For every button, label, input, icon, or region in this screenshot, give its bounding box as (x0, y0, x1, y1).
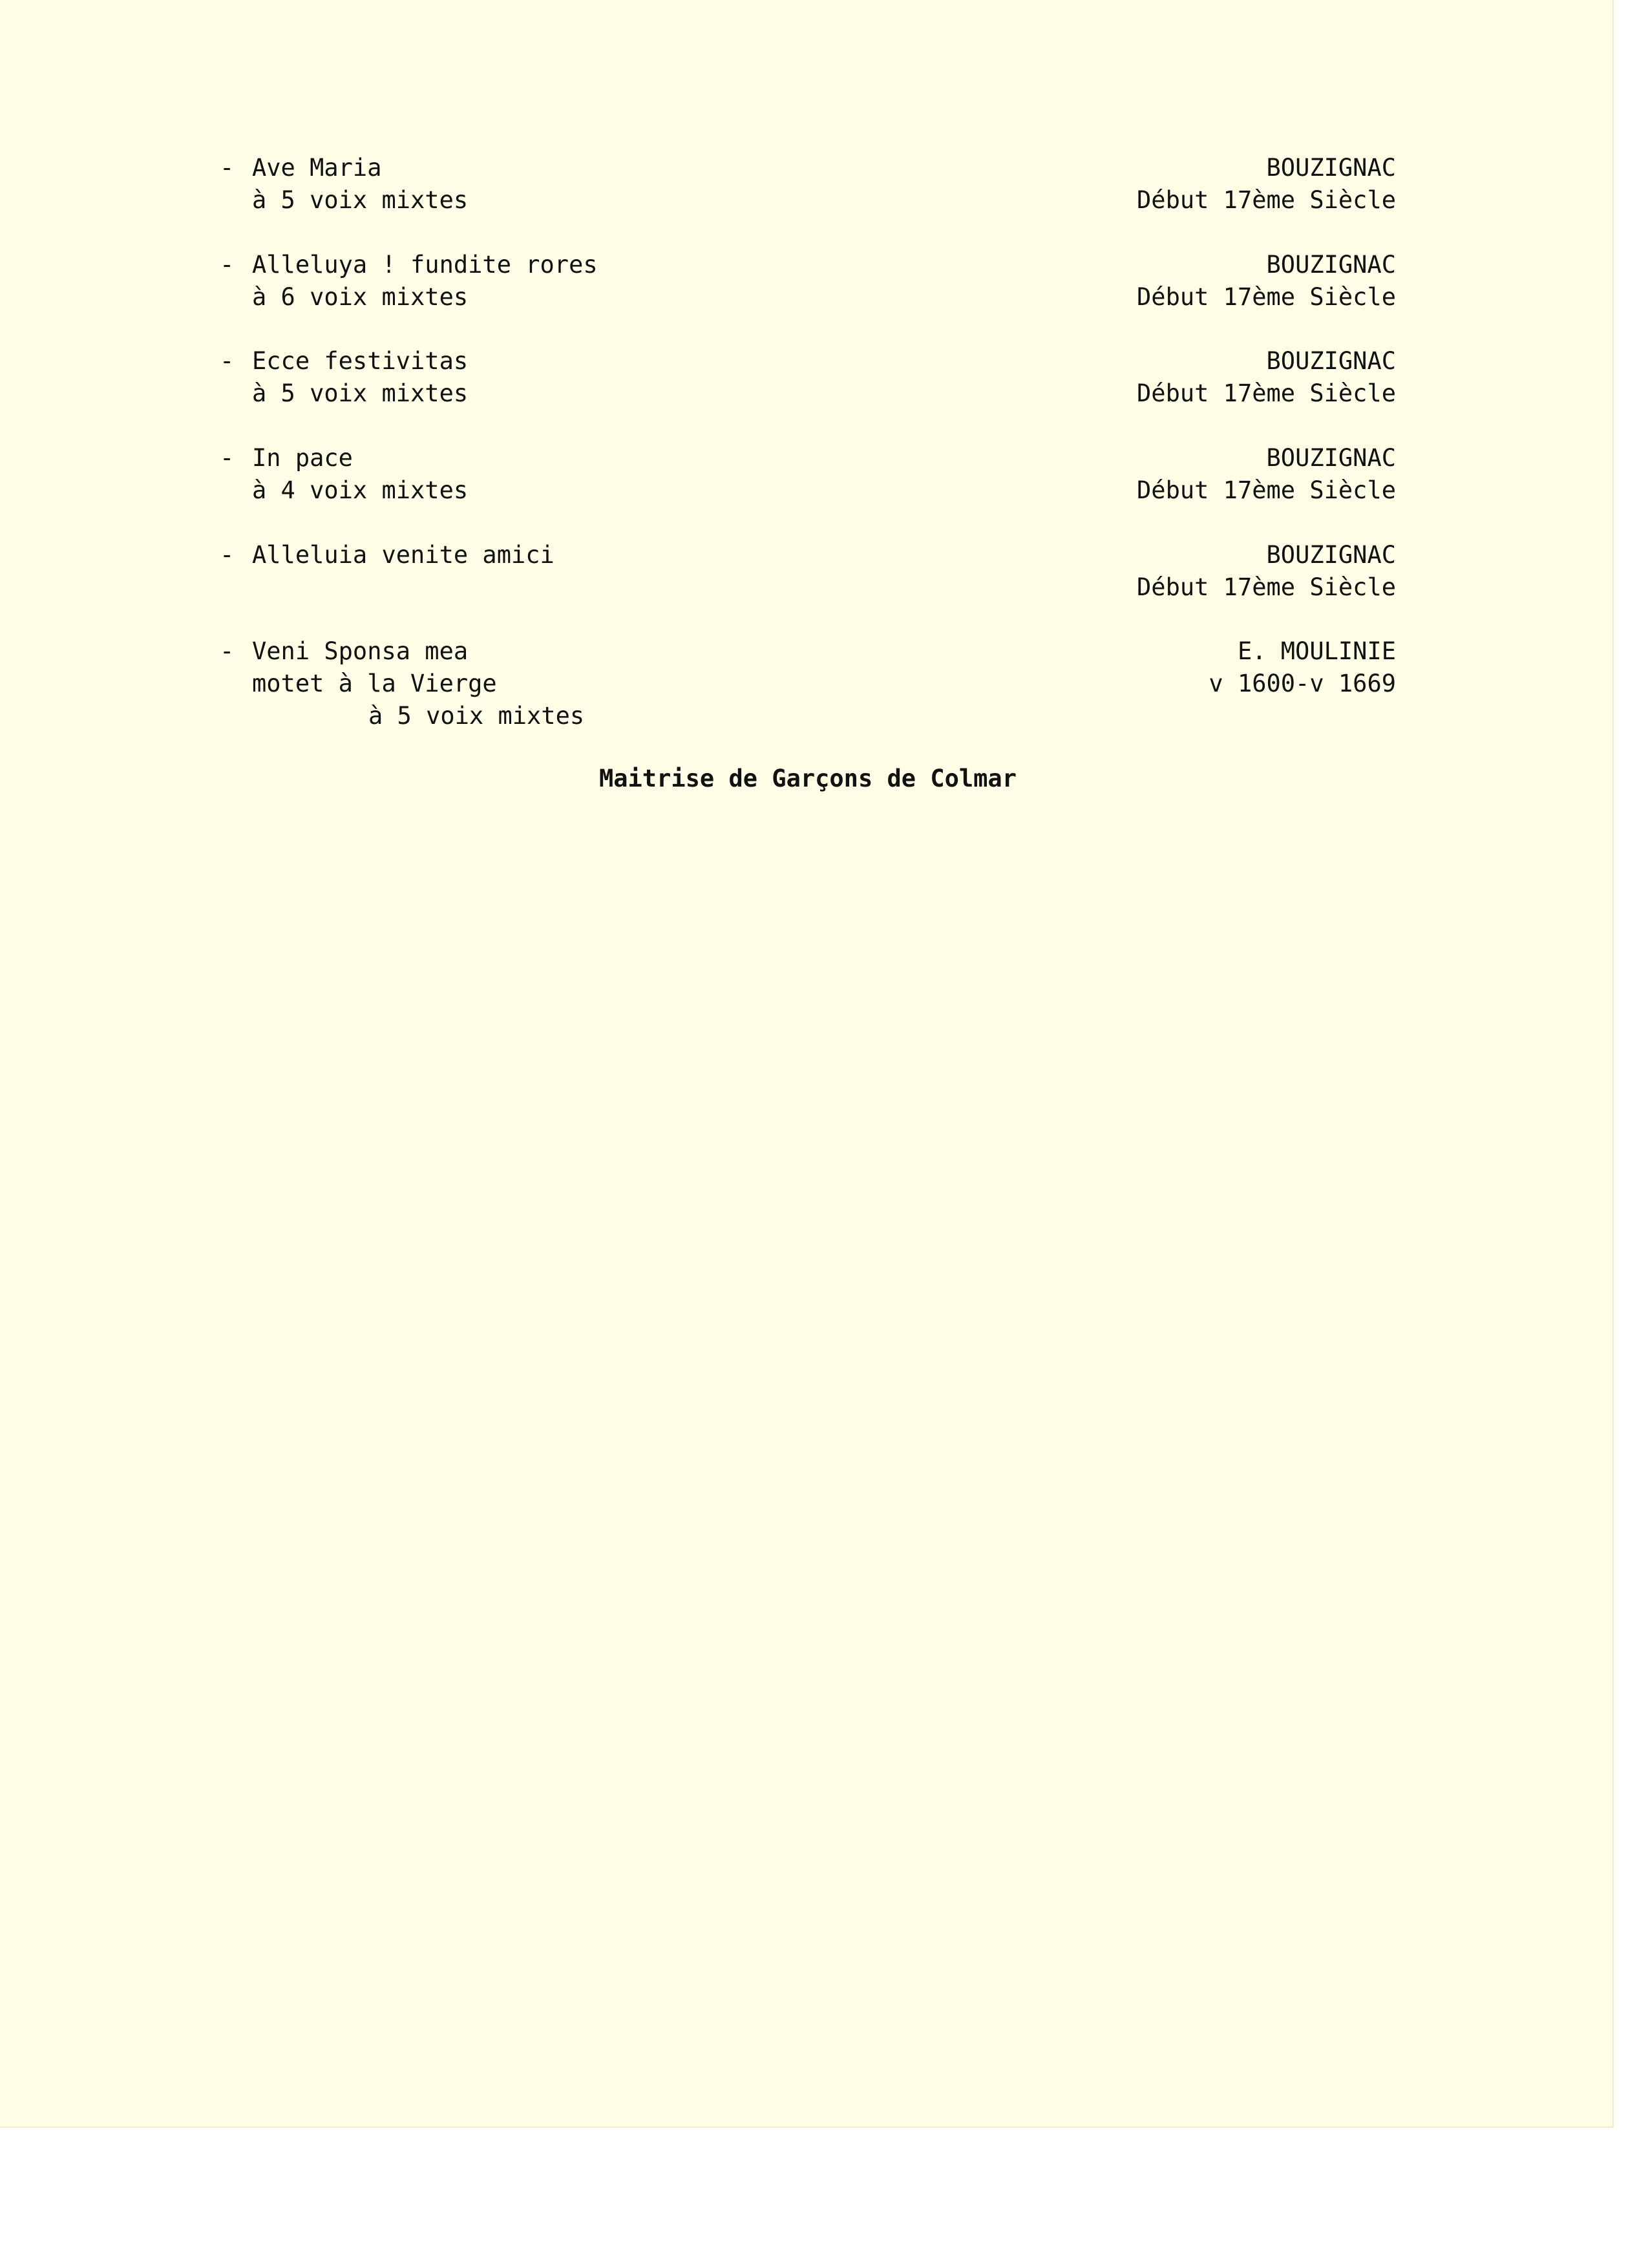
voices-info: à 5 voix mixtes (252, 186, 469, 214)
voices-info: à 6 voix mixtes (252, 283, 469, 311)
piece-title: Alleluya ! fundite rores (252, 251, 598, 279)
ensemble-name: Maitrise de Garçons de Colmar (598, 765, 1017, 792)
piece-title: Ecce festivitas (252, 347, 469, 375)
composer-name: E. MOULINIE (1237, 637, 1396, 665)
program-entry (220, 345, 1396, 410)
program-entry (220, 152, 1396, 217)
piece-subtitle: motet à la Vierge (252, 670, 497, 697)
piece-title: Alleluia venite amici (252, 541, 555, 569)
list-dash: - (220, 251, 235, 279)
piece-title: In pace (252, 444, 353, 472)
voices-info: à 5 voix mixtes (368, 702, 585, 730)
composer-period: Début 17ème Siècle (1137, 573, 1396, 601)
composer-period: Début 17ème Siècle (1137, 186, 1396, 214)
program-entry (220, 635, 1396, 732)
voices-info: à 4 voix mixtes (252, 476, 469, 504)
piece-title: Ave Maria (252, 154, 382, 182)
list-dash: - (220, 541, 235, 569)
composer-name: BOUZIGNAC (1266, 251, 1396, 279)
list-dash: - (220, 637, 235, 665)
piece-title: Veni Sponsa mea (252, 637, 469, 665)
program-entry (220, 249, 1396, 313)
composer-period: Début 17ème Siècle (1137, 476, 1396, 504)
composer-name: BOUZIGNAC (1266, 541, 1396, 569)
composer-period: v 1600-v 1669 (1209, 670, 1396, 697)
program-entry (220, 539, 1396, 604)
composer-name: BOUZIGNAC (1266, 154, 1396, 182)
list-dash: - (220, 444, 235, 472)
composer-name: BOUZIGNAC (1266, 347, 1396, 375)
composer-period: Début 17ème Siècle (1137, 379, 1396, 407)
composer-period: Début 17ème Siècle (1137, 283, 1396, 311)
composer-name: BOUZIGNAC (1266, 444, 1396, 472)
program-entry (220, 442, 1396, 507)
list-dash: - (220, 347, 235, 375)
list-dash: - (220, 154, 235, 182)
voices-info: à 5 voix mixtes (252, 379, 469, 407)
